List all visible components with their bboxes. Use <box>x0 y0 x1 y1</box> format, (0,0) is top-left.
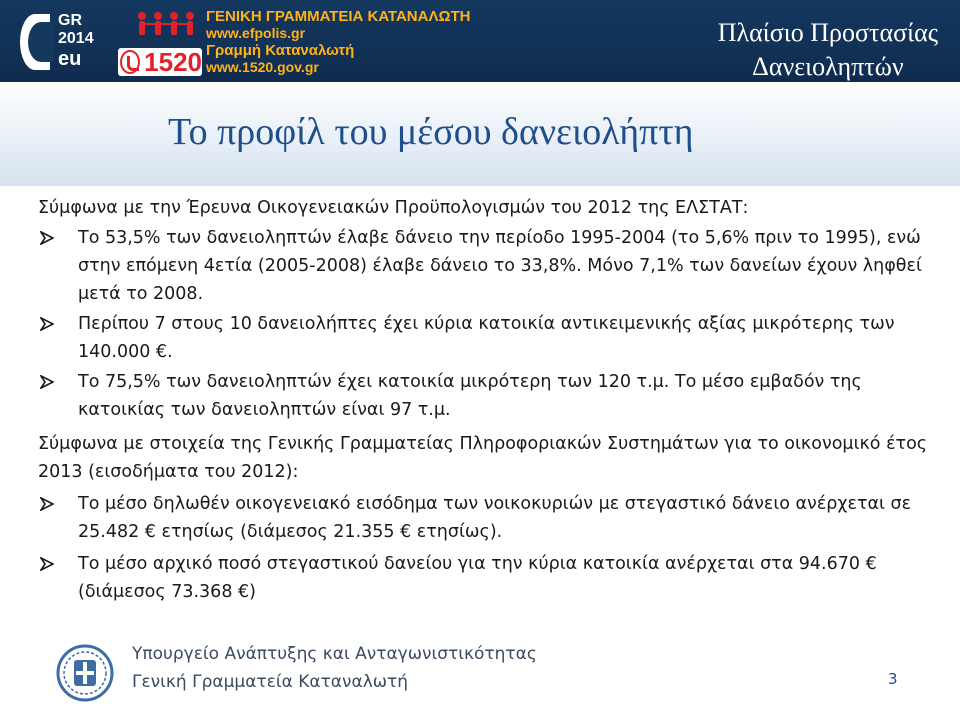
bullet-text: Το 75,5% των δανειοληπτών έχει κατοικία μικρότερη των 120 τ.μ. Το μέσο εμβαδόν της κατοικίας των δανειοληπτών είναι 97 τ.μ. <box>78 372 862 420</box>
arrow-bullet-icon <box>40 375 54 389</box>
arrow-bullet-icon <box>40 317 54 331</box>
gr-presidency-logo <box>20 8 108 76</box>
logo-text-eu: eu <box>58 48 82 70</box>
page-number: 3 <box>888 670 898 688</box>
bullet-text: Το μέσο δηλωθέν οικογενειακό εισόδημα των νοικοκυριών με στεγαστικό δάνειο ανέρχεται σε 25.482 € ετησίως (διάμεσος 21.355 € ετησίως). <box>78 494 912 542</box>
phone-icon <box>120 50 140 74</box>
intro-paragraph-1: Σύμφωνα με την Έρευνα Οικογενειακών Προϋπολογισμών του 2012 της ΕΛΣΤΑΤ: <box>38 198 749 218</box>
footer-ministry: Υπουργείο Ανάπτυξης και Ανταγωνιστικότητας <box>132 644 537 664</box>
hotline-name: Γραμμή Καταναλωτή <box>206 42 355 59</box>
page-title: Το προφίλ του μέσου δανειολήπτη <box>168 111 694 153</box>
bullet-text: Περίπου 7 στους 10 δανειολήπτες έχει κύρια κατοικία αντικειμενικής αξίας μικρότερης των 140.000 €. <box>78 314 895 362</box>
logo-text-gr: GR <box>58 12 82 29</box>
header-title-line2: Δανειοληπτών <box>752 52 904 81</box>
bullet-text: Το μέσο αρχικό ποσό στεγαστικού δανείου για την κύρια κατοικία ανέρχεται στα 94.670 € (διάμεσος 73.368 €) <box>78 554 877 602</box>
agency-name: ΓΕΝΙΚΗ ΓΡΑΜΜΑΤΕΙΑ ΚΑΤΑΝΑΛΩΤΗ <box>206 8 471 25</box>
arrow-bullet-icon <box>40 497 54 511</box>
people-figures-icon <box>132 10 198 46</box>
logo-arc-inner <box>28 22 54 62</box>
greek-emblem-icon <box>56 640 114 706</box>
list-item <box>38 550 938 606</box>
logo-text-year: 2014 <box>58 30 94 47</box>
agency-url[interactable]: www.efpolis.gr <box>206 25 306 41</box>
arrow-bullet-icon <box>40 231 54 245</box>
header-title <box>718 16 938 84</box>
footer-secretariat: Γενική Γραμματεία Καταναλωτή <box>132 672 409 692</box>
list-item <box>38 224 938 308</box>
bullet-list-1 <box>38 224 938 424</box>
footer-ministry-block <box>132 640 537 696</box>
header-title-line1: Πλαίσιο Προστασίας <box>717 18 938 47</box>
slide-content <box>38 194 938 608</box>
list-item <box>38 310 938 366</box>
list-item <box>38 490 938 546</box>
list-item <box>38 368 938 424</box>
hotline-badge <box>118 48 202 76</box>
header-bar <box>0 0 960 82</box>
agency-block <box>206 8 471 76</box>
bullet-text: Το 53,5% των δανειοληπτών έλαβε δάνειο την περίοδο 1995-2004 (το 5,6% πριν το 1995), ενώ στην επόμενη 4ετία (2005-2008) έλαβε δάνειο το 33,8%. Μόνο 7,1% των δανείων έχουν ληφθεί μετά το 2008. <box>78 228 922 304</box>
intro-paragraph-2: Σύμφωνα με στοιχεία της Γενικής Γραμματείας Πληροφοριακών Συστημάτων για το οικονομικό έτος 2013 (εισοδήματα του 2012): <box>38 434 928 482</box>
bullet-list-2 <box>38 490 938 606</box>
arrow-bullet-icon <box>40 557 54 571</box>
hotline-url[interactable]: www.1520.gov.gr <box>206 59 319 75</box>
hotline-number: 1520 <box>144 47 202 77</box>
